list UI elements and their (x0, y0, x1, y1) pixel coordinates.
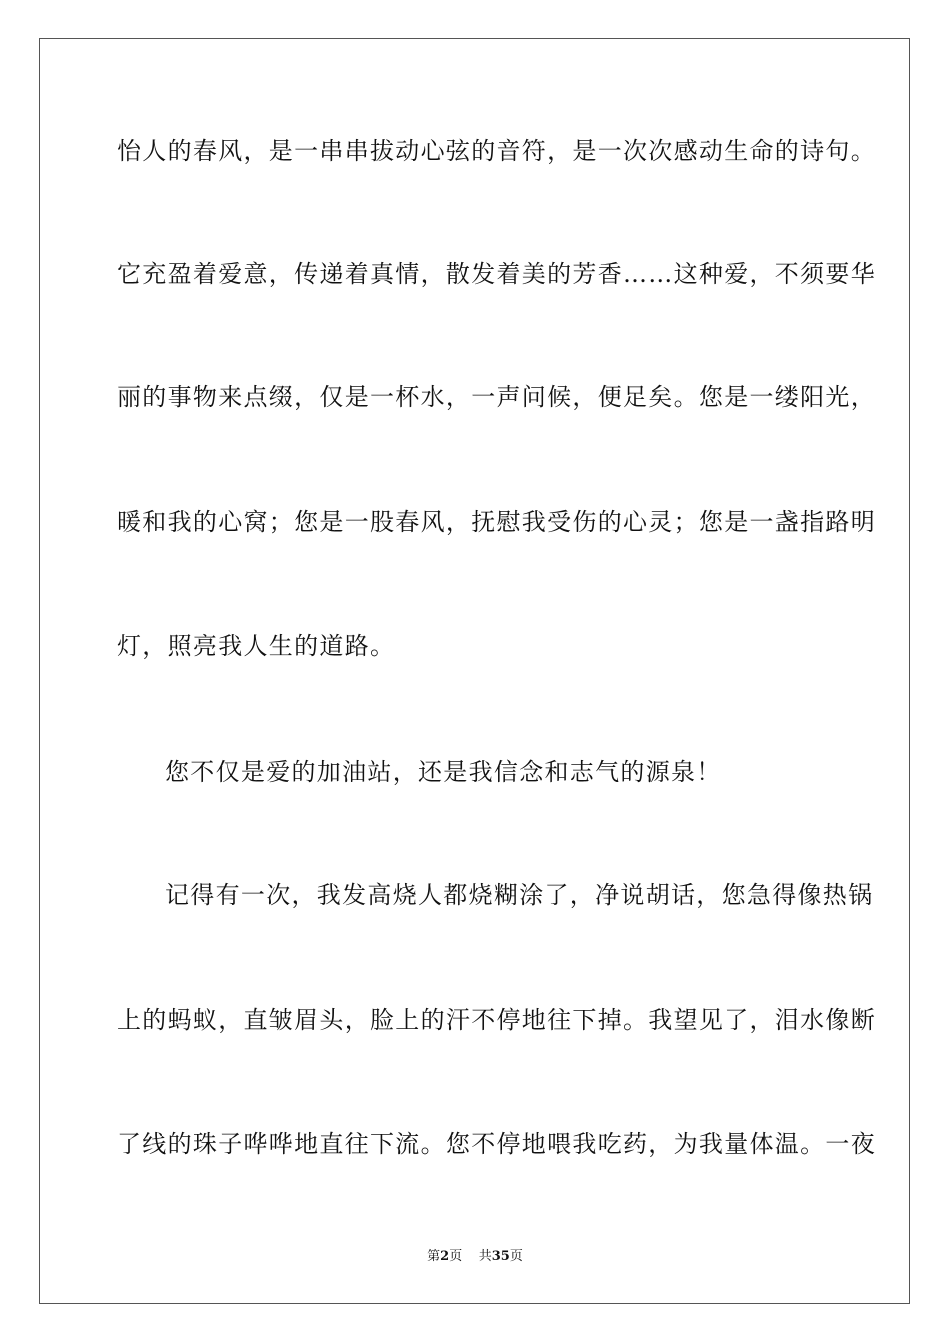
page-suffix: 页 (449, 1249, 463, 1264)
total-suffix: 页 (509, 1249, 523, 1264)
body-line-9: 了线的珠子哗哗地直往下流。您不停地喂我吃药，为我量体温。一夜 (117, 1130, 876, 1158)
current-page-number: 2 (440, 1249, 450, 1264)
total-pages-number: 35 (491, 1249, 510, 1264)
page-border (39, 38, 910, 1304)
body-line-6: 您不仅是爱的加油站，还是我信念和志气的源泉！ (165, 758, 722, 786)
body-line-1: 怡人的春风，是一串串拔动心弦的音符，是一次次感动生命的诗句。 (117, 137, 876, 165)
page-footer (0, 1248, 950, 1266)
total-prefix: 共 (478, 1249, 492, 1264)
body-line-2: 它充盈着爱意，传递着真情，散发着美的芳香……这种爱，不须要华 (117, 260, 876, 288)
body-line-5: 灯，照亮我人生的道路。 (117, 632, 396, 660)
body-line-8: 上的蚂蚁，直皱眉头，脸上的汗不停地往下掉。我望见了，泪水像断 (117, 1006, 876, 1034)
body-line-7: 记得有一次，我发高烧人都烧糊涂了，净说胡话，您急得像热锅 (165, 881, 874, 909)
body-line-3: 丽的事物来点缀，仅是一杯水，一声问候，便足矣。您是一缕阳光， (117, 383, 876, 411)
body-line-4: 暖和我的心窝；您是一股春风，抚慰我受伤的心灵；您是一盏指路明 (117, 508, 876, 536)
page-prefix: 第 (427, 1249, 441, 1264)
